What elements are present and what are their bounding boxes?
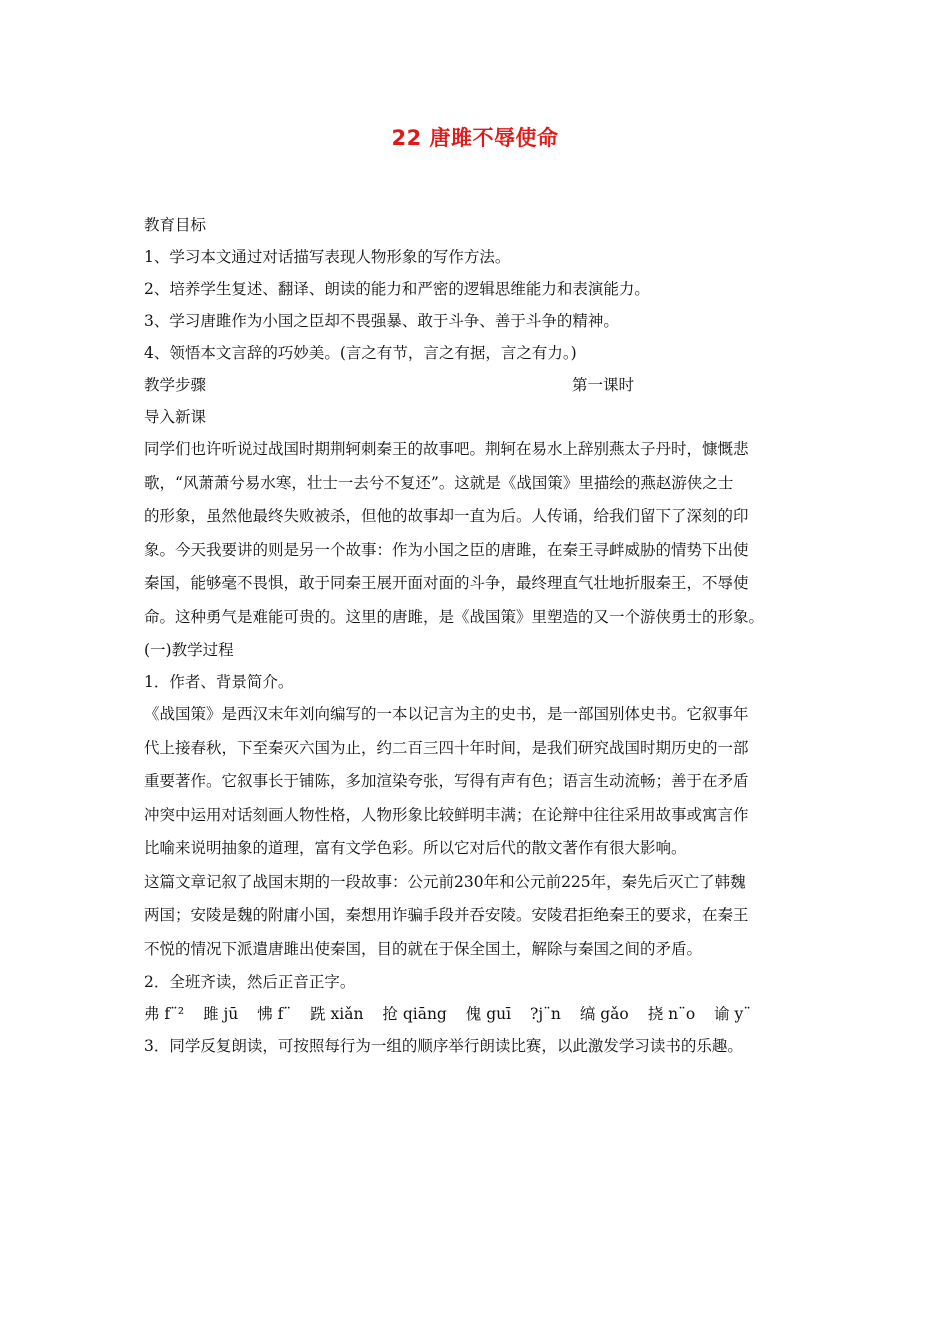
paragraph-line: 比喻来说明抽象的道理，富有文学色彩。所以它对后代的散文著作有很大影响。 [144, 839, 687, 857]
pinyin-entry: 雎 jū [203, 1005, 239, 1023]
pinyin-entry: 弗 f¨² [144, 1005, 185, 1023]
steps-row [144, 369, 812, 401]
paragraph-line: 不悦的情况下派遣唐雎出使秦国，目的就在于保全国土，解除与秦国之间的矛盾。 [144, 939, 703, 958]
process-heading: (一)教学过程 [144, 641, 234, 659]
item1-heading: 1．作者、背景简介。 [144, 673, 294, 691]
goal-item: 3、学习唐雎作为小国之臣却不畏强暴、敢于斗争、善于斗争的精神。 [144, 312, 619, 330]
paragraph-line: 的形象，虽然他最终失败被杀，但他的故事却一直为后。人传诵，给我们留下了深刻的印 [144, 507, 749, 525]
pinyin-entry: 傀 guī [465, 1005, 512, 1023]
paragraph-line: 命。这种勇气是难能可贵的。这里的唐雎，是《战国策》里塑造的又一个游侠勇士的形象。 [144, 607, 765, 626]
paragraph-line: 冲突中运用对话刻画人物性格，人物形象比较鲜明丰满；在论辩中往往采用故事或寓言作 [144, 805, 749, 824]
pinyin-entry: 跣 xiǎn [310, 1005, 364, 1023]
goal-item: 4、领悟本文言辞的巧妙美。(言之有节，言之有据，言之有力。) [144, 344, 577, 362]
paragraph-line: 这篇文章记叙了战国末期的一段故事：公元前230年和公元前225年，秦先后灭亡了韩魏 [144, 872, 746, 891]
goal-item: 2、培养学生复述、翻译、朗读的能力和严密的逻辑思维能力和表演能力。 [144, 280, 650, 298]
pinyin-entry: 缟 gǎo [579, 1005, 629, 1023]
paragraph-line: 两国；安陵是魏的附庸小国，秦想用诈骗手段并吞安陵。安陵君拒绝秦王的要求，在秦王 [144, 906, 749, 924]
paragraph-line: 代上接春秋，下至秦灭六国为止，约二百三四十年时间，是我们研究战国时期历史的一部 [144, 738, 749, 757]
paragraph-line: 歌，“风萧萧兮易水寒，壮士一去兮不复还”。这就是《战国策》里描绘的燕赵游侠之士 [144, 473, 734, 492]
steps-heading: 教学步骤 [144, 376, 207, 394]
item3-heading: 3．同学反复朗读，可按照每行为一组的顺序举行朗读比赛，以此激发学习读书的乐趣。 [144, 1037, 743, 1055]
paragraph-line: 重要著作。它叙事长于铺陈，多加渲染夸张，写得有声有色；语言生动流畅；善于在矛盾 [144, 772, 749, 790]
paragraph-line: 秦国，能够毫不畏惧，敢于同秦王展开面对面的斗争，最终理直气壮地折服秦王，不辱使 [144, 574, 749, 592]
pinyin-entry: 谕 y¨ [714, 1005, 752, 1023]
goal-item: 1、学习本文通过对话描写表现人物形象的写作方法。 [144, 248, 511, 266]
pinyin-entry: 抢 qiāng [382, 1005, 447, 1023]
paragraph-line: 象。今天我要讲的则是另一个故事：作为小国之臣的唐雎，在秦王寻衅威胁的情势下出使 [144, 540, 749, 559]
goals-heading: 教育目标 [144, 216, 207, 234]
item2-heading: 2．全班齐读，然后正音正字。 [144, 973, 356, 991]
document-body [144, 209, 812, 1062]
document-title: 22 唐雎不辱使命 [391, 126, 559, 150]
intro-heading: 导入新课 [144, 408, 207, 426]
lesson-label: 第一课时 [572, 376, 635, 394]
pinyin-entry: ?j¨n [530, 1005, 561, 1023]
pinyin-entry: 怫 f¨ [257, 1005, 292, 1023]
paragraph-line: 《战国策》是西汉末年刘向编写的一本以记言为主的史书，是一部国别体史书。它叙事年 [144, 705, 749, 723]
pinyin-row [144, 998, 812, 1030]
pinyin-entry: 挠 n¨o [647, 1005, 696, 1023]
paragraph-line: 同学们也许听说过战国时期荆轲刺秦王的故事吧。荆轲在易水上辞别燕太子丹时，慷慨悲 [144, 440, 749, 458]
